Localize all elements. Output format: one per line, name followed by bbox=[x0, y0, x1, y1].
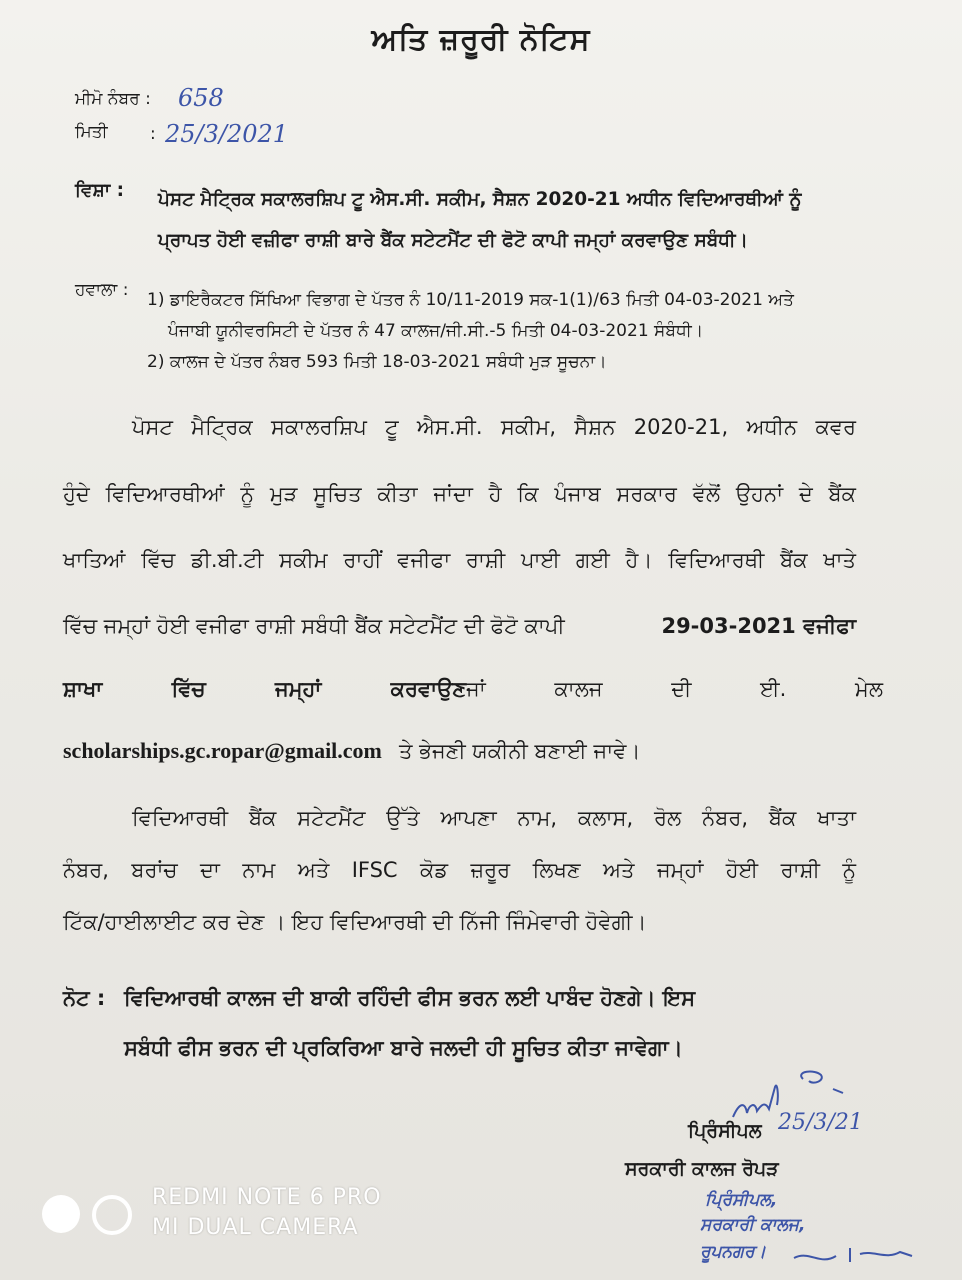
subject-label: ਵਿਸ਼ਾ : bbox=[75, 180, 124, 201]
reference-line-2: ਪੰਜਾਬੀ ਯੂਨੀਵਰਸਿਟੀ ਦੇ ਪੱਤਰ ਨੰ 47 ਕਾਲਜ/ਜੀ.ਸੀ.-5 ਮਿਤੀ 04-03-2021 ਸੰਬੰਧੀ। bbox=[168, 321, 704, 341]
para1-line-2: ਹੁੰਦੇ ਵਿਦਿਆਰਥੀਆਂ ਨੂੰ ਮੁੜ ਸੂਚਿਤ ਕੀਤਾ ਜਾਂਦਾ ਹੈ ਕਿ ਪੰਜਾਬ ਸਰਕਾਰ ਵੱਲੋਂ ਉਹਨਾਂ ਦੇ ਬੈਂਕ bbox=[63, 482, 856, 506]
signature-date: 25/3/21 bbox=[778, 1110, 863, 1135]
para1-line-4-bold: 29-03-2021 ਵਜੀਫਾ bbox=[661, 614, 856, 638]
date-colon: : bbox=[150, 124, 156, 144]
date-label: ਮਿਤੀ bbox=[75, 122, 108, 142]
email-after-text: ਤੇ ਭੇਜਣੀ ਯਕੀਨੀ ਬਣਾਈ ਜਾਵੇ। bbox=[398, 739, 641, 763]
para2-line-3: ਟਿੱਕ/ਹਾਈਲਾਈਟ ਕਰ ਦੇਣ । ਇਹ ਵਿਦਿਆਰਥੀ ਦੀ ਨਿੱਜੀ ਜਿੰਮੇਵਾਰੀ ਹੋਵੇਗੀ। bbox=[63, 910, 647, 934]
subject-line-2: ਪ੍ਰਾਪਤ ਹੋਈ ਵਜ਼ੀਫਾ ਰਾਸ਼ੀ ਬਾਰੇ ਬੈਂਕ ਸਟੇਟਮੈਂਟ ਦੀ ਫੋਟੋ ਕਾਪੀ ਜਮ੍ਹਾਂ ਕਰਵਾਉਣ ਸਬੰਧੀ। bbox=[158, 230, 748, 251]
college-name: ਸਰਕਾਰੀ ਕਾਲਜ ਰੋਪੜ bbox=[625, 1158, 779, 1180]
note-line-1: ਵਿਦਿਆਰਥੀ ਕਾਲਜ ਦੀ ਬਾਕੀ ਰਹਿੰਦੀ ਫੀਸ ਭਰਨ ਲਈ ਪਾਬੰਦ ਹੋਣਗੇ। ਇਸ bbox=[124, 986, 696, 1010]
note-label: ਨੋਟ : bbox=[63, 986, 106, 1010]
para1-line-5-bold: ਸ਼ਾਖਾ ਵਿੱਚ ਜਮ੍ਹਾਂ ਕਰਵਾਉਣ bbox=[63, 677, 467, 701]
para1-line-1: ਪੋਸਟ ਮੈਟ੍ਰਿਕ ਸਕਾਲਰਸ਼ਿਪ ਟੂ ਐਸ.ਸੀ. ਸਕੀਮ, ਸੈਸ਼ਨ 2020-21, ਅਧੀਨ ਕਵਰ bbox=[132, 415, 856, 439]
para1-line-5 bbox=[63, 677, 884, 702]
college-email: scholarships.gc.ropar@gmail.com bbox=[63, 738, 382, 763]
para1-line-6 bbox=[63, 738, 641, 764]
para1-line-5-text: ਜਾਂ ਕਾਲਜ ਦੀ ਈ. ਮੇਲ bbox=[466, 677, 884, 701]
stamp-line-2: ਸਰਕਾਰੀ ਕਾਲਜ, bbox=[700, 1215, 806, 1235]
note-line-2: ਸਬੰਧੀ ਫੀਸ ਭਰਨ ਦੀ ਪ੍ਰਕਿਰਿਆ ਬਾਰੇ ਜਲਦੀ ਹੀ ਸੂਚਿਤ ਕੀਤਾ ਜਾਵੇਗਾ। bbox=[124, 1036, 683, 1060]
stamp-line-1: ਪ੍ਰਿੰਸੀਪਲ, bbox=[705, 1190, 778, 1210]
para2-line-1: ਵਿਦਿਆਰਥੀ ਬੈਂਕ ਸਟੇਟਮੈਂਟ ਉੱਤੇ ਆਪਣਾ ਨਾਮ, ਕਲਾਸ, ਰੋਲ ਨੰਬਰ, ਬੈਂਕ ਖਾਤਾ bbox=[132, 806, 856, 830]
notice-title: ਅਤਿ ਜ਼ਰੂਰੀ ਨੋਟਿਸ bbox=[371, 22, 591, 57]
watermark-line-1: REDMI NOTE 6 PRO bbox=[152, 1185, 382, 1210]
principal-title: ਪ੍ਰਿੰਸੀਪਲ bbox=[688, 1120, 762, 1142]
subject-line-1: ਪੋਸਟ ਮੈਟ੍ਰਿਕ ਸਕਾਲਰਸ਼ਿਪ ਟੂ ਐਸ.ਸੀ. ਸਕੀਮ, ਸੈਸ਼ਨ 2020-21 ਅਧੀਨ ਵਿਦਿਆਰਥੀਆਂ ਨੂੰ bbox=[158, 189, 802, 210]
memo-label: ਮੀਮੋ ਨੰਬਰ : bbox=[75, 89, 151, 109]
reference-line-1: 1) ਡਾਇਰੈਕਟਰ ਸਿੱਖਿਆ ਵਿਭਾਗ ਦੇ ਪੱਤਰ ਨੰ 10/11-2019 ਸਕ-1(1)/63 ਮਿਤੀ 04-03-2021 ਅਤੇ bbox=[147, 290, 794, 310]
para1-line-3: ਖਾਤਿਆਂ ਵਿੱਚ ਡੀ.ਬੀ.ਟੀ ਸਕੀਮ ਰਾਹੀਂ ਵਜੀਫਾ ਰਾਸ਼ੀ ਪਾਈ ਗਈ ਹੈ। ਵਿਦਿਆਰਥੀ ਬੈਂਕ ਖਾਤੇ bbox=[63, 548, 856, 572]
stamp-signature-scribble bbox=[790, 1240, 920, 1270]
date-value: 25/3/2021 bbox=[165, 120, 289, 148]
para1-line-4-text: ਵਿੱਚ ਜਮ੍ਹਾਂ ਹੋਈ ਵਜੀਫਾ ਰਾਸ਼ੀ ਸਬੰਧੀ ਬੈਂਕ ਸਟੇਟਮੈਂਟ ਦੀ ਫੋਟੋ ਕਾਪੀ bbox=[63, 614, 565, 638]
para2-line-2: ਨੰਬਰ, ਬਰਾਂਚ ਦਾ ਨਾਮ ਅਤੇ IFSC ਕੋਡ ਜ਼ਰੂਰ ਲਿਖਣ ਅਤੇ ਜਮ੍ਹਾਂ ਹੋਈ ਰਾਸ਼ੀ ਨੂੰ bbox=[63, 858, 856, 882]
para1-line-4 bbox=[63, 614, 856, 639]
reference-label: ਹਵਾਲਾ : bbox=[75, 280, 129, 300]
memo-number: 658 bbox=[178, 84, 224, 112]
camera-lens-ring-icon bbox=[92, 1195, 132, 1235]
reference-line-3: 2) ਕਾਲਜ ਦੇ ਪੱਤਰ ਨੰਬਰ 593 ਮਿਤੀ 18-03-2021 ਸਬੰਧੀ ਮੁੜ ਸੂਚਨਾ। bbox=[147, 352, 607, 372]
stamp-line-3: ਰੂਪਨਗਰ। bbox=[700, 1242, 766, 1262]
camera-lens-filled-icon bbox=[42, 1195, 80, 1233]
watermark-line-2: MI DUAL CAMERA bbox=[152, 1215, 359, 1240]
